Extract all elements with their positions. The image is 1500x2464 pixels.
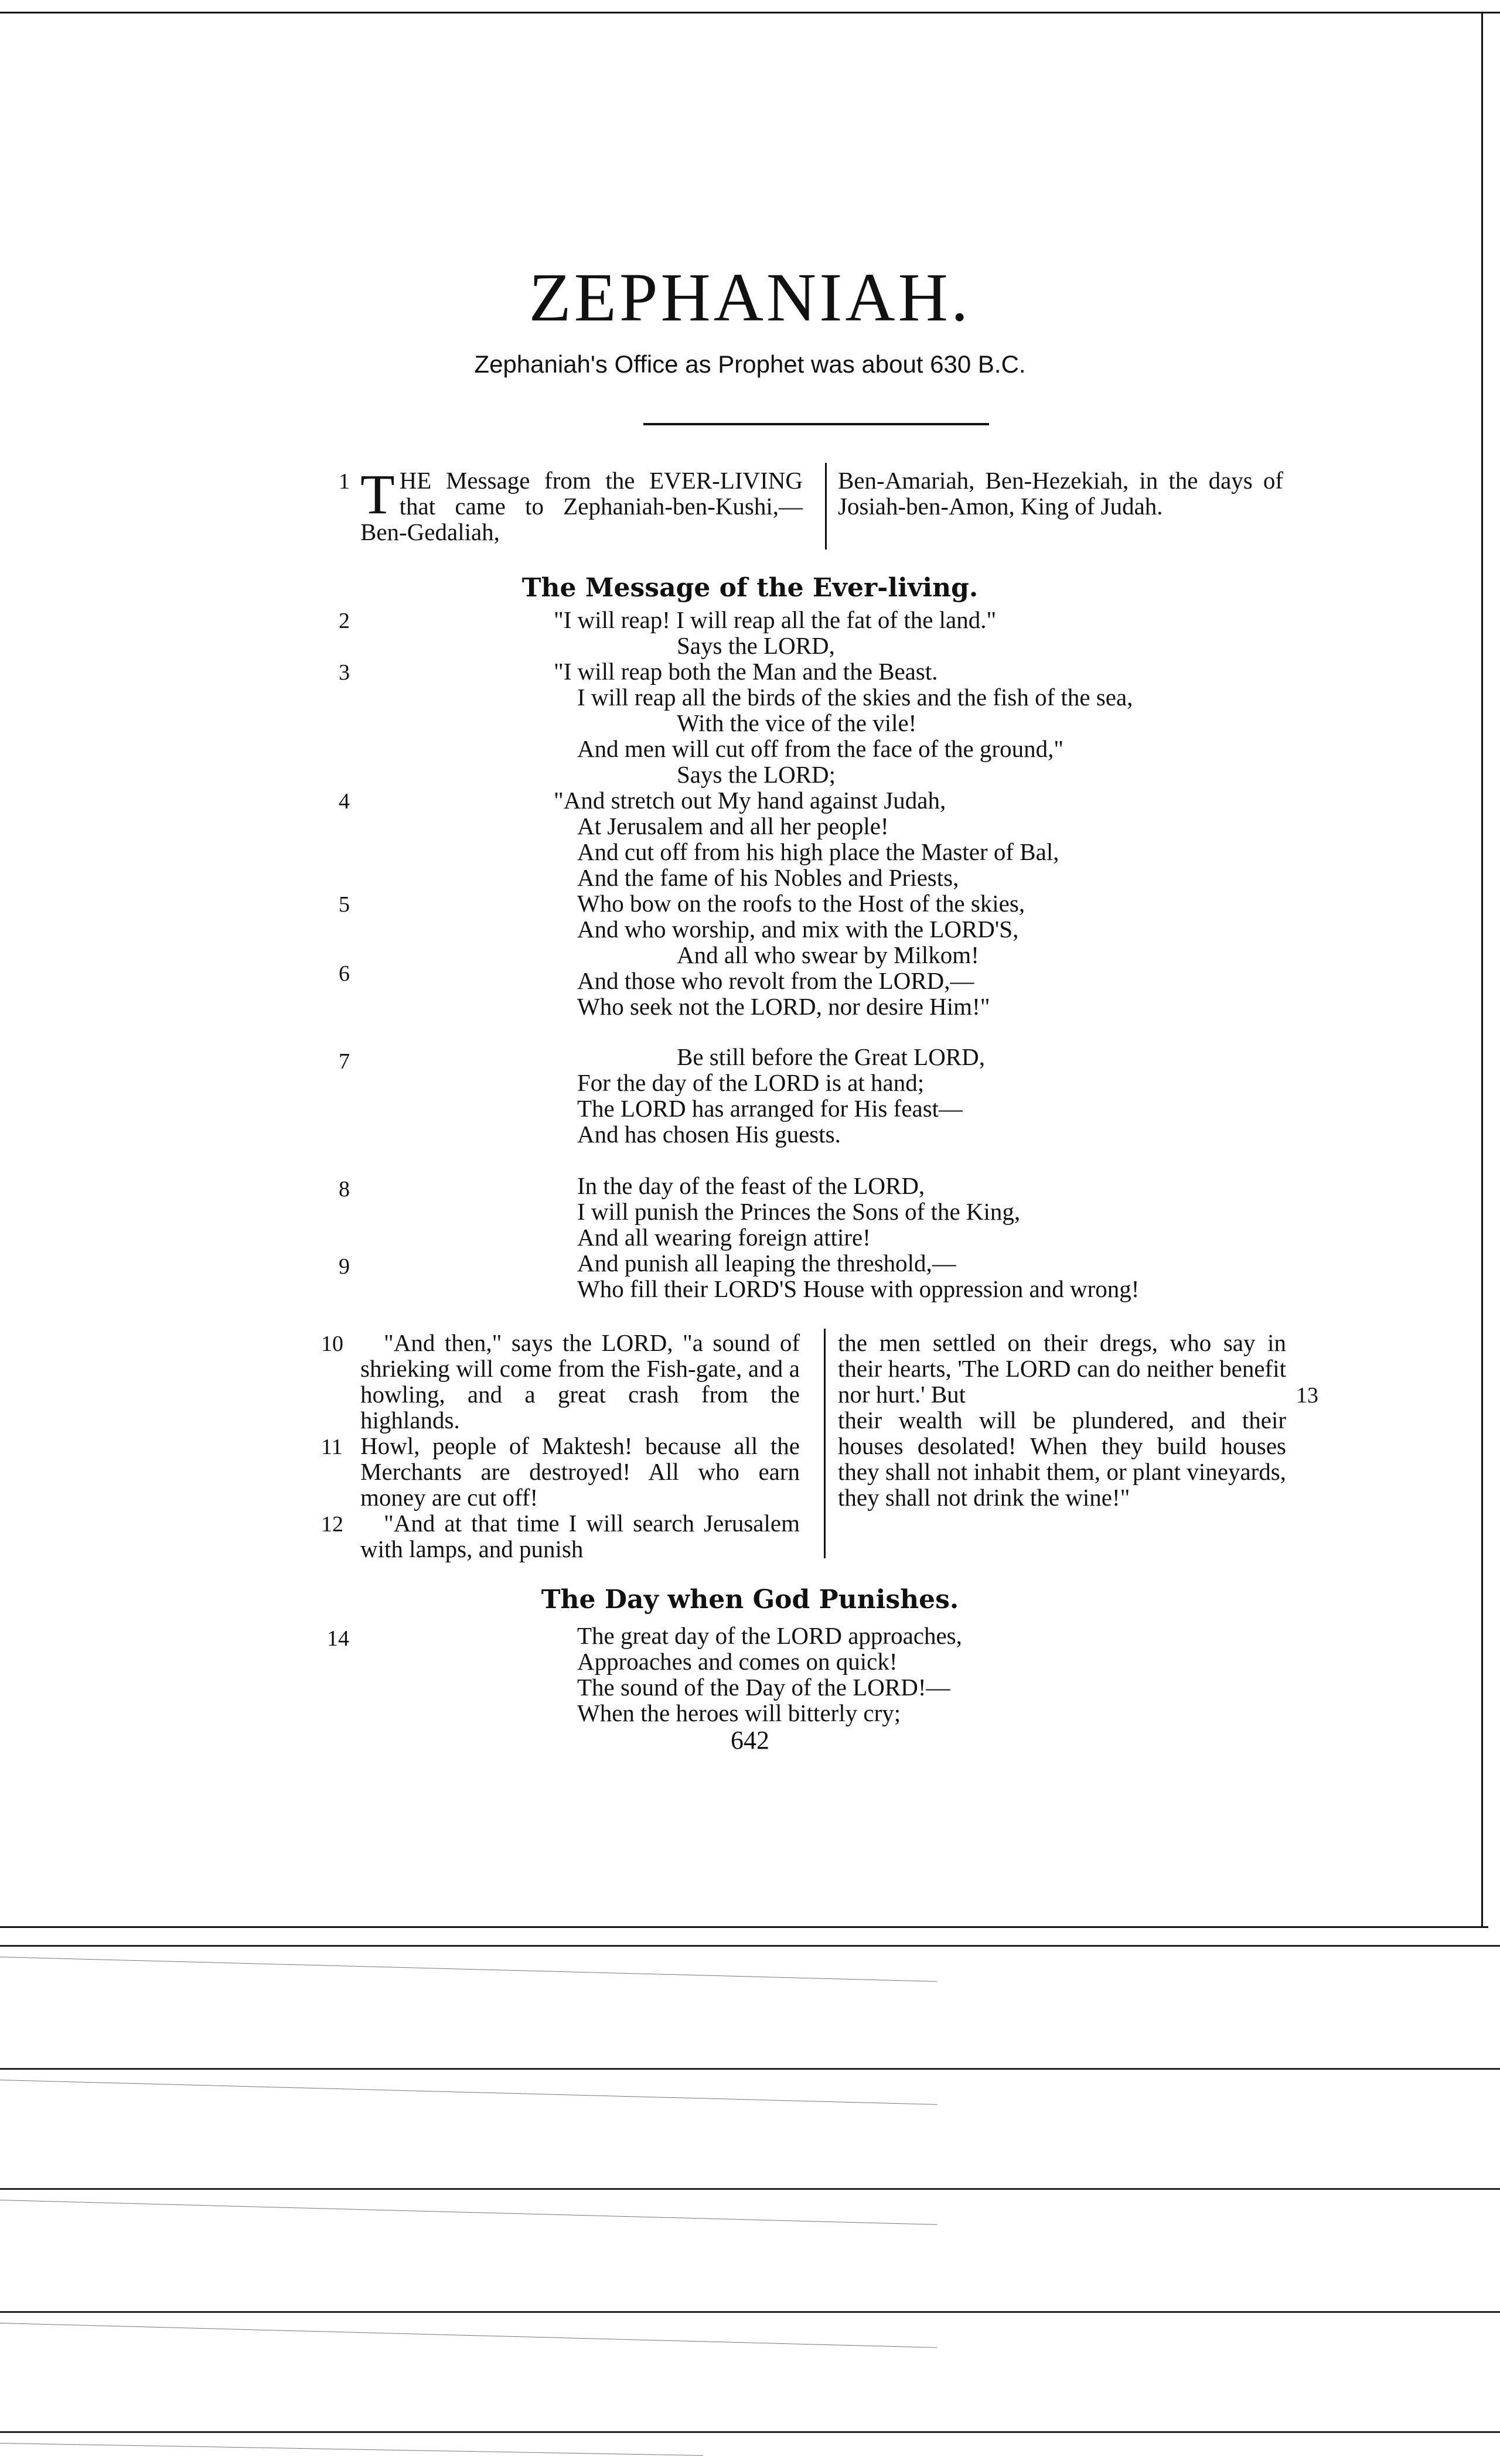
poem-line: The great day of the LORD approaches, xyxy=(577,1622,962,1649)
poem-line: And those who revolt from the LORD,— xyxy=(577,967,974,994)
poem-line: Approaches and comes on quick! xyxy=(577,1648,898,1675)
poem-line: "And stretch out My hand against Judah, xyxy=(554,787,946,814)
scan-line xyxy=(0,1945,1500,1947)
poem-verse-7 xyxy=(577,1044,985,1147)
verses-column-divider xyxy=(824,1329,826,1558)
book-title: ZEPHANIAH. xyxy=(529,259,971,336)
poem-line: And has chosen His guests. xyxy=(577,1121,841,1148)
verse-number-2: 2 xyxy=(339,609,350,633)
verse-number-8: 8 xyxy=(339,1177,350,1202)
verse-number-6: 6 xyxy=(339,961,350,986)
poem-line: Who fill their LORD'S House with oppression and wrong! xyxy=(577,1275,1140,1302)
poem-line: Who seek not the LORD, nor desire Him!" xyxy=(577,993,990,1020)
verse-number-14: 14 xyxy=(327,1626,349,1651)
poem-line: And punish all leaping the threshold,— xyxy=(577,1250,956,1277)
scan-line xyxy=(0,2311,1500,2313)
top-border-line xyxy=(0,12,1500,13)
verse-number-7: 7 xyxy=(339,1049,350,1074)
verse-number-3: 3 xyxy=(339,660,350,685)
title-divider xyxy=(643,423,989,425)
poem-line: "I will reap! I will reap all the fat of the land." xyxy=(554,606,997,633)
verse-12-text: "And at that time I will search Jerusalem with lamps, and punish xyxy=(360,1510,800,1562)
section-heading-day-when-god-punishes: The Day when God Punishes. xyxy=(541,1585,959,1615)
bottom-border-line xyxy=(0,1926,1488,1928)
scan-line xyxy=(0,2443,703,2456)
verse-number-5: 5 xyxy=(339,892,350,917)
intro-left-text: HE Message from the EVER-LIVING that came to Zephaniah-ben-Kushi,—Ben-Gedaliah, xyxy=(360,467,803,545)
verse-number-12: 12 xyxy=(321,1512,343,1537)
poem-line: The LORD has arranged for His feast— xyxy=(577,1095,963,1122)
scan-line xyxy=(0,2068,1500,2070)
poem-line: And all wearing foreign attire! xyxy=(577,1224,871,1251)
poem-verse-14 xyxy=(577,1623,962,1726)
poem-line: The sound of the Day of the LORD!— xyxy=(577,1674,950,1701)
verse-number-9: 9 xyxy=(339,1254,350,1279)
intro-left-column xyxy=(360,463,803,545)
verse-11-text: Howl, people of Maktesh! because all the Merchants are destroyed! All who earn money are cut off! xyxy=(360,1432,800,1511)
verse-number-4: 4 xyxy=(339,789,350,814)
poem-line: Says the LORD; xyxy=(677,761,836,788)
poem-line: For the day of the LORD is at hand; xyxy=(577,1069,925,1096)
poem-verses-8-9 xyxy=(577,1173,1139,1302)
poem-line: At Jerusalem and all her people! xyxy=(577,813,889,839)
verse-13-text: their wealth will be plundered, and their houses desolated! When they build houses they shall not inhabit them, or plant vineyards, they shall not drink the wine!" xyxy=(838,1407,1286,1511)
poem-line: Who bow on the roofs to the Host of the skies, xyxy=(577,890,1025,917)
page-number: 642 xyxy=(731,1726,769,1755)
verse-number-10: 10 xyxy=(321,1332,343,1356)
poem-line: I will punish the Princes the Sons of the King, xyxy=(577,1198,1021,1225)
poem-line: With the vice of the vile! xyxy=(677,709,917,736)
poem-line: Be still before the Great LORD, xyxy=(677,1043,986,1070)
scan-line xyxy=(0,2080,937,2105)
verse-number-1: 1 xyxy=(339,469,350,494)
scan-line xyxy=(0,2431,1500,2433)
verse-number-11: 11 xyxy=(321,1435,343,1459)
poem-line: In the day of the feast of the LORD, xyxy=(577,1172,925,1199)
section-heading-ever-living: The Message of the Ever-living. xyxy=(521,573,979,603)
scan-line xyxy=(0,2188,1500,2190)
poem-line: When the heroes will bitterly cry; xyxy=(577,1699,901,1726)
poem-line: I will reap all the birds of the skies and the fish of the sea, xyxy=(577,684,1133,711)
poem-verses-2-6 xyxy=(554,606,1133,1020)
verse-12-continued-text: the men settled on their dregs, who say in their hearts, 'The LORD can do neither benefit nor hurt.' But xyxy=(838,1329,1286,1408)
verse-number-13: 13 xyxy=(1296,1383,1318,1408)
scan-line xyxy=(0,2323,937,2348)
scan-line xyxy=(0,1957,937,1982)
poem-line: And the fame of his Nobles and Priests, xyxy=(577,864,959,891)
drop-cap: T xyxy=(360,463,395,525)
intro-column-divider xyxy=(825,463,827,550)
scan-line xyxy=(0,2200,937,2225)
poem-line: "I will reap both the Man and the Beast. xyxy=(554,658,938,685)
verse-10-text: "And then," says the LORD, "a sound of shrieking will come from the Fish-gate, and a howling, and a great crash from the highlands. xyxy=(360,1329,800,1434)
poem-line: And who worship, and mix with the LORD'S, xyxy=(577,916,1019,943)
poem-line: And all who swear by Milkom! xyxy=(677,941,979,968)
poem-line: And cut off from his high place the Master of Bal, xyxy=(577,838,1059,865)
poem-line: Says the LORD, xyxy=(677,632,835,659)
poem-line: And men will cut off from the face of the ground," xyxy=(577,735,1064,762)
book-subtitle: Zephaniah's Office as Prophet was about 630 B.C. xyxy=(474,350,1026,378)
intro-right-text: Ben-Amariah, Ben-Hezekiah, in the days of Josiah-ben-Amon, King of Judah. xyxy=(838,467,1283,520)
